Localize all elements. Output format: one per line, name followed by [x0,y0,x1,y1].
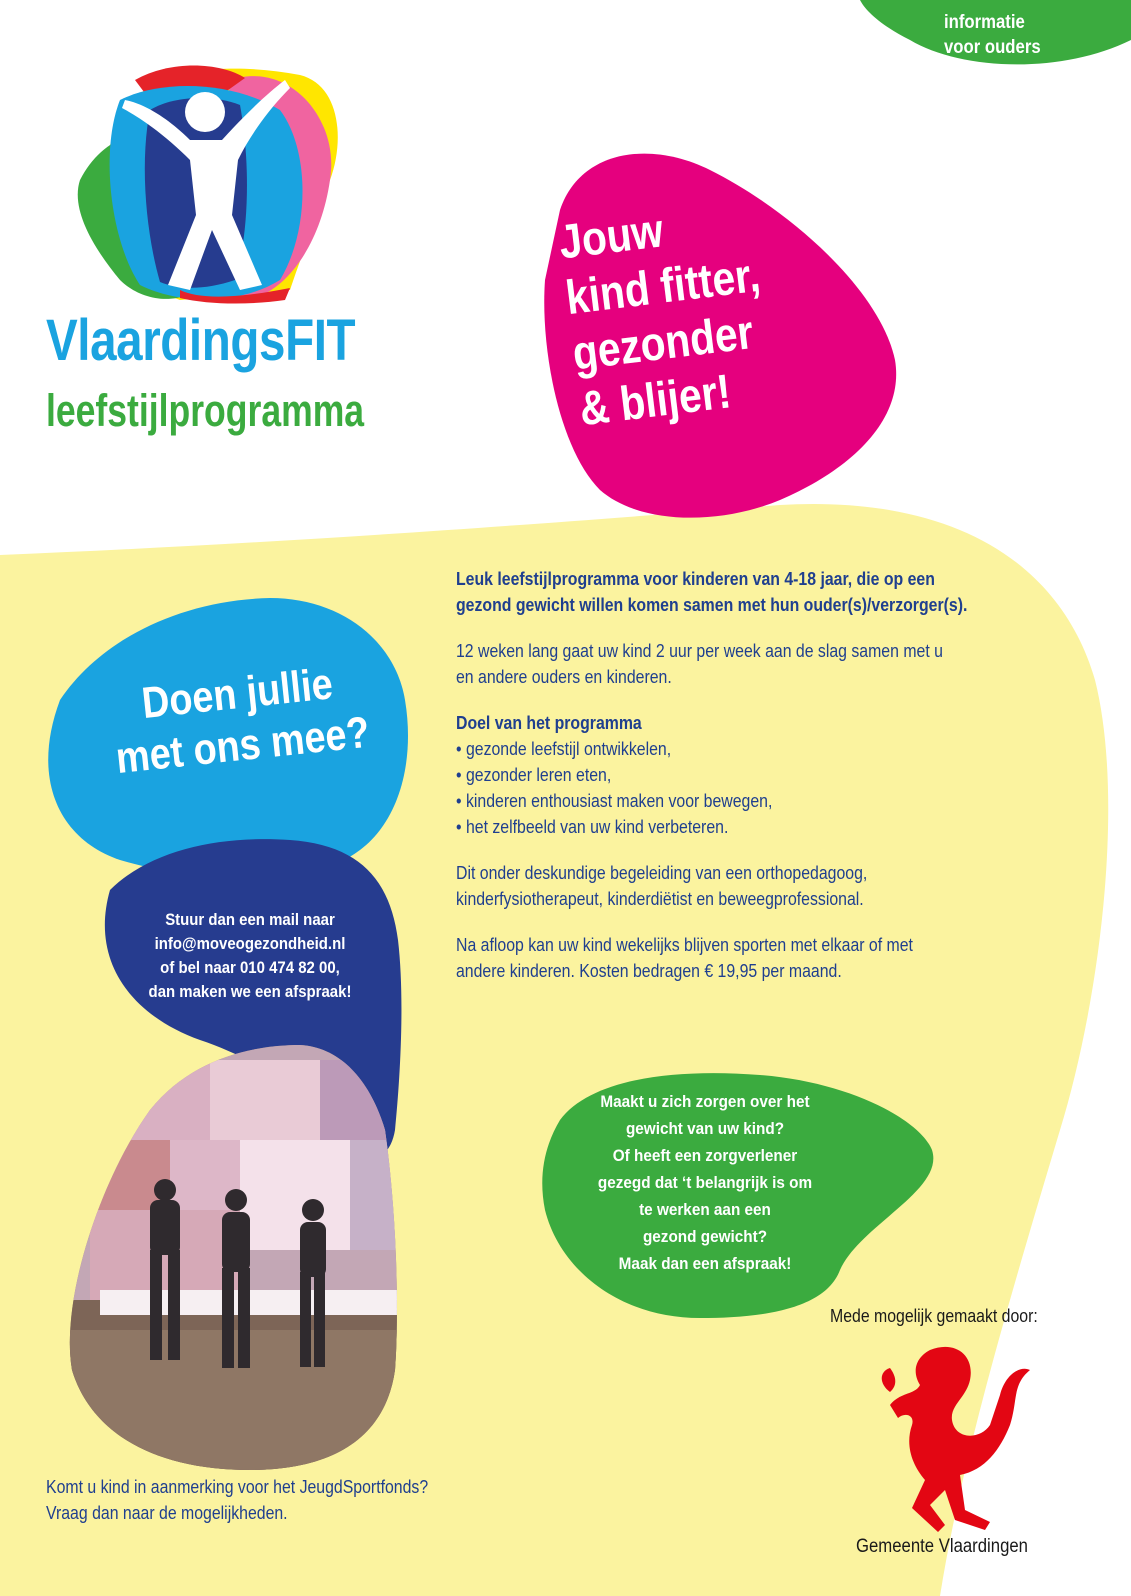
sponsor-label: Mede mogelijk gemaakt door: [830,1306,1038,1326]
after-paragraph: Na afloop kan uw kind wekelijks blijven sporten met elkaar of met andere kinderen. Kosten bedragen € 19,95 per maand. [456,935,913,981]
corner-label: informatie voor ouders [944,12,1041,58]
goals-section [456,710,1028,840]
brand-subtitle: leefstijlprogramma [46,385,365,436]
goal-item: • gezonder leren eten, [456,765,612,785]
supervision-paragraph: Dit onder deskundige begeleiding van een orthopedagoog, kinderfysiotherapeut, kinderdiëtist en beweegprofessional. [456,863,868,909]
footer-note: Komt u kind in aanmerking voor het JeugdSportfonds? Vraag dan naar de mogelijkheden. [46,1477,429,1523]
brand-title: VlaardingsFIT [46,308,356,373]
vlaardingsfit-logo [78,66,338,304]
goal-item: • kinderen enthousiast maken voor bewegen, [456,791,773,811]
join-question: Doen jullie met ons mee? [113,659,372,784]
headline: Jouw kind fitter, gezonder & blijer! [556,204,763,437]
goal-item: • het zelfbeeld van uw kind verbeteren. [456,817,729,837]
contact-email[interactable]: info@moveogezondheid.nl [154,934,346,953]
green-bubble-text: Maakt u zich zorgen over het gewicht van uw kind? Of heeft een zorgverlener gezegd dat ‘t belangrijk is om te werken aan een gezond gewicht? Maak dan een afspraak! [597,1092,813,1273]
contact-info: Stuur dan een mail naar info@moveogezondheid.nl of bel naar 010 474 82 00, dan maken we een afspraak! [118,908,382,1004]
intro-paragraph: Leuk leefstijlprogramma voor kinderen van 4-18 jaar, die op een gezond gewicht willen komen samen met hun ouder(s)/verzorger(s). [456,569,968,615]
duration-paragraph: 12 weken lang gaat uw kind 2 uur per week aan de slag samen met u en andere ouders en kinderen. [456,641,943,687]
program-description [456,566,1028,1004]
contact-phone[interactable]: of bel naar 010 474 82 00, [160,958,340,977]
goal-item: • gezonde leefstijl ontwikkelen, [456,739,672,759]
goals-heading: Doel van het programma [456,713,642,733]
sponsor-name: Gemeente Vlaardingen [856,1536,1028,1557]
